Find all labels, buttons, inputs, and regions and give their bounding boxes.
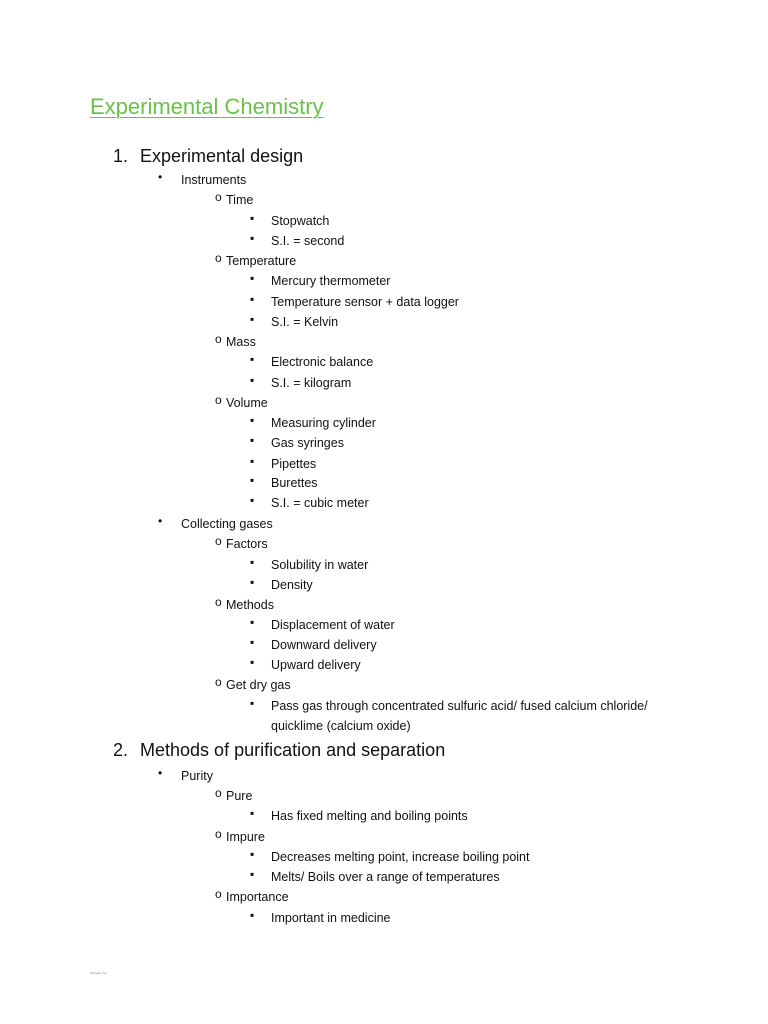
list-item: Decreases melting point, increase boiling point [271,850,530,864]
list-item: Upward delivery [271,658,361,672]
bullet-circle: o [215,887,222,901]
section-heading [113,144,303,168]
list-item: Time [226,193,254,207]
section-title: Methods of purification and separation [140,740,446,760]
bullet-square: ▪ [250,696,255,710]
list-item: S.I. = kilogram [271,376,352,390]
bullet-square: ▪ [250,292,255,306]
list-item: S.I. = second [271,234,345,248]
bullet-square: ▪ [250,575,255,589]
list-item: Mass [226,335,256,349]
bullet-circle: o [215,393,222,407]
bullet-square: ▪ [250,655,255,669]
list-item: Melts/ Boils over a range of temperatures [271,870,500,884]
section-number: 2. [113,740,129,760]
list-item: Temperature sensor + data logger [271,295,459,309]
page-title: Experimental Chemistry [90,94,324,119]
bullet-circle: o [215,332,222,346]
bullet-circle: o [215,534,222,548]
list-item: Impure [226,830,265,844]
list-item-continuation: quicklime (calcium oxide) [271,719,411,733]
list-item: Instruments [181,173,247,187]
bullet-square: ▪ [250,555,255,569]
bullet-square: ▪ [250,806,255,820]
bullet-square: ▪ [250,473,255,487]
bullet-square: ▪ [250,352,255,366]
bullet-square: ▪ [250,433,255,447]
list-item: Temperature [226,254,297,268]
bullet-circle: o [215,595,222,609]
bullet-disc: • [158,766,163,780]
bullet-square: ▪ [250,231,255,245]
bullet-square: ▪ [250,312,255,326]
bullet-square: ▪ [250,908,255,922]
section-heading [113,738,445,762]
bullet-circle: o [215,251,222,265]
list-item: Gas syringes [271,436,344,450]
list-item: Get dry gas [226,678,291,692]
bullet-square: ▪ [250,493,255,507]
bullet-square: ▪ [250,635,255,649]
bullet-circle: o [215,190,222,204]
bullet-disc: • [158,514,163,528]
list-item: Burettes [271,476,318,490]
list-item: Pass gas through concentrated sulfuric acid/ fused calcium chloride/ [271,699,648,713]
list-item: Stopwatch [271,214,330,228]
bullet-square: ▪ [250,211,255,225]
section-number: 1. [113,146,129,166]
list-item: Purity [181,769,213,783]
bullet-square: ▪ [250,454,255,468]
list-item: Downward delivery [271,638,377,652]
list-item: Collecting gases [181,517,273,531]
list-item: Pure [226,789,253,803]
section-title: Experimental design [140,146,304,166]
bullet-square: ▪ [250,867,255,881]
list-item: Pipettes [271,457,317,471]
bullet-square: ▪ [250,615,255,629]
bullet-square: ▪ [250,271,255,285]
bullet-disc: • [158,170,163,184]
list-item: Solubility in water [271,558,369,572]
list-item: Methods [226,598,274,612]
list-item: Measuring cylinder [271,416,376,430]
list-item: Displacement of water [271,618,395,632]
bullet-circle: o [215,675,222,689]
list-item: Volume [226,396,268,410]
page-footer: Nicholas Teo [90,971,108,975]
list-item: Factors [226,537,268,551]
list-item: Important in medicine [271,911,391,925]
bullet-square: ▪ [250,413,255,427]
list-item: Has fixed melting and boiling points [271,809,468,823]
bullet-circle: o [215,786,222,800]
list-item: Importance [226,890,289,904]
list-item: S.I. = Kelvin [271,315,339,329]
bullet-square: ▪ [250,847,255,861]
list-item: S.I. = cubic meter [271,496,369,510]
list-item: Density [271,578,313,592]
list-item: Mercury thermometer [271,274,391,288]
bullet-circle: o [215,827,222,841]
bullet-square: ▪ [250,373,255,387]
list-item: Electronic balance [271,355,374,369]
